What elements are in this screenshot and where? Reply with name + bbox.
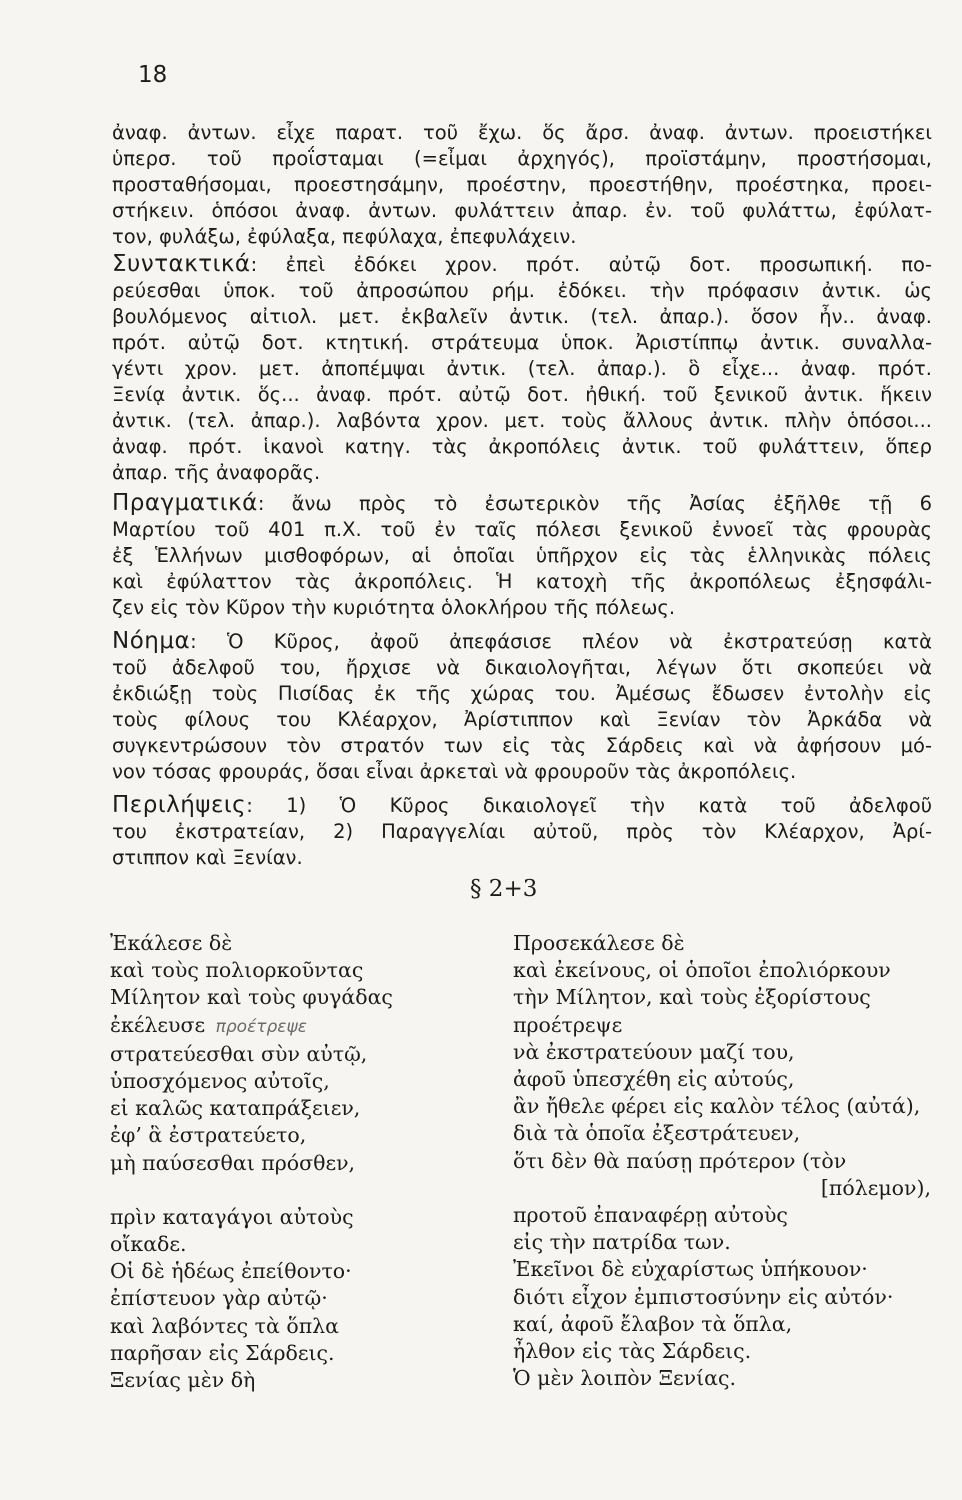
translation-line: διότι εἶχον ἐμπιστοσύνην εἰς αὐτόν·	[513, 1284, 894, 1309]
syntax-line: γέντι χρον. μετ. ἀποπέμψαι ἀντικ. (τελ. ἀπαρ.). ὃ εἶχε... ἀναφ. πρότ.	[112, 357, 932, 380]
translation-line: [πόλεμον),	[820, 1175, 931, 1200]
original-line: μὴ παύσεσθαι πρόσθεν,	[110, 1150, 356, 1175]
summary-heading: Περιλήψεις	[112, 792, 247, 818]
syntax-line: ρεύεσθαι ὑποκ. τοῦ ἀπροσώπου ρήμ. ἐδόκει. τὴν πρόφασιν ἀντικ. ὡς	[112, 279, 932, 302]
facts-section: Πραγματικά: ἄνω πρὸς τὸ ἐσωτερικὸν τῆς Ἀσίας ἐξῆλθε τῇ 6 Μαρτίου τοῦ 401 π.Χ. τοῦ ἐν ταῖς πόλεσι ξενικοῦ ἐννοεῖ τὰς φρουρὰς ἐξ Ἑλλήνων μισθοφόρων, αἱ ὁποῖαι ὑπῆρχον εἰς τὰς ἑλληνικὰς πόλεις καὶ ἐφύλαττον τὰς ἀκροπόλεις. Ἡ κατοχὴ τῆς ἀκροπόλεως ἐξησφάλι- ζεν εἰς τὸν Κῦρον τὴν κυριότητα ὁλοκλήρου τῆς πόλεως.	[112, 490, 932, 619]
original-line: πρὶν καταγάγοι αὐτοὺς	[110, 1204, 354, 1229]
page-number: 18	[138, 62, 168, 88]
original-line: στρατεύεσθαι σὺν αὐτῷ,	[110, 1041, 368, 1066]
syntax-line: ἀντικ. (τελ. ἀπαρ.). λαβόντα χρον. μετ. τοὺς ἄλλους ἀντικ. πλὴν ὁπόσοι...	[112, 409, 932, 432]
facts-heading: Πραγματικά	[112, 490, 258, 516]
summary-line: στιππον καὶ Ξενίαν.	[112, 846, 303, 869]
summary-section: Περιλήψεις: 1) Ὁ Κῦρος δικαιολογεῖ τὴν κατὰ τοῦ ἀδελφοῦ του ἐκστρατείαν, 2) Παραγγελίαι αὐτοῦ, πρὸς τὸν Κλέαρχον, Ἀρί- στιππον καὶ Ξενίαν.	[112, 792, 932, 869]
facts-line: ζεν εἰς τὸν Κῦρον τὴν κυριότητα ὁλοκλήρου τῆς πόλεως.	[112, 596, 676, 619]
section-mark: § 2+3	[470, 876, 538, 902]
translation-column	[513, 930, 933, 1392]
summary-line: του ἐκστρατείαν, 2) Παραγγελίαι αὐτοῦ, πρὸς τὸν Κλέαρχον, Ἀρί-	[112, 820, 932, 843]
translation-line: καί, ἀφοῦ ἔλαβον τὰ ὅπλα,	[513, 1311, 793, 1336]
meaning-heading: Νόημα	[112, 628, 191, 654]
grammar-line: προσταθήσομαι, προεστησάμην, προέστην, προεστήθην, προέστηκα, προει-	[112, 173, 932, 196]
translation-line: ὅτι δὲν θὰ παύσῃ πρότερον (τὸν	[513, 1148, 847, 1173]
translation-line: Ἐκεῖνοι δὲ εὐχαρίστως ὑπήκουον·	[513, 1257, 868, 1282]
grammar-line: στήκειν. ὁπόσοι ἀναφ. ἀντων. φυλάττειν ἀπαρ. ἐν. τοῦ φυλάττω, ἐφύλατ-	[112, 199, 932, 222]
meaning-line: τοὺς φίλους του Κλέαρχον, Ἀρίστιππον καὶ Ξενίαν τὸν Ἀρκάδα νὰ	[112, 708, 932, 731]
translation-line: ἀφοῦ ὑπεσχέθη εἰς αὐτούς,	[513, 1067, 795, 1092]
original-line: παρῆσαν εἰς Σάρδεις.	[110, 1340, 335, 1365]
original-text-column	[110, 930, 490, 1394]
syntax-line: πρότ. αὐτῷ δοτ. κτητική. στράτευμα ὑποκ. Ἀριστίππῳ ἀντικ. συναλλα-	[112, 331, 932, 354]
meaning-line: ἐκδιώξῃ τοὺς Πισίδας ἐκ τῆς χώρας του. Ἀμέσως ἔδωσεν ἐντολὴν εἰς	[112, 682, 932, 705]
syntax-section: Συντακτικά: ἐπεὶ ἐδόκει χρον. πρότ. αὐτῷ δοτ. προσωπική. πο- ρεύεσθαι ὑποκ. τοῦ ἀπροσώπου ρήμ. ἐδόκει. τὴν πρόφασιν ἀντικ. ὡς βουλόμενος αἰτιολ. μετ. ἐκβαλεῖν ἀντικ. (τελ. ἀπαρ.). ὅσον ἦν.. ἀναφ. πρότ. αὐτῷ δοτ. κτητική. στράτευμα ὑποκ. Ἀριστίππῳ ἀντικ. συναλλα- γέντι χρον. μετ. ἀποπέμψαι ἀντικ. (τελ. ἀπαρ.). ὃ εἶχε... ἀναφ. πρότ. Ξενίᾳ ἀντικ. ὅς... ἀναφ. πρότ. αὐτῷ δοτ. ἠθική. τοῦ ξενικοῦ ἀντικ. ἥκειν ἀντικ. (τελ. ἀπαρ.). λαβόντα χρον. μετ. τοὺς ἄλλους ἀντικ. πλὴν ὁπόσοι... ἀναφ. πρότ. ἱκανοὶ κατηγ. τὰς ἀκροπόλεις ἀντικ. τοῦ φυλάττειν, ὅπερ ἀπαρ. τῆς ἀναφορᾶς.	[112, 251, 932, 484]
meaning-line: τοῦ ἀδελφοῦ του, ἤρχισε νὰ δικαιολογῆται, λέγων ὅτι σκοπεύει νὰ	[112, 656, 932, 679]
facts-line: ἐξ Ἑλλήνων μισθοφόρων, αἱ ὁποῖαι ὑπῆρχον εἰς τὰς ἑλληνικὰς πόλεις	[112, 544, 932, 567]
original-line: ἐκέλευσε προέτρεψε	[110, 1012, 307, 1037]
translation-line: Ὁ μὲν λοιπὸν Ξενίας.	[513, 1366, 736, 1391]
original-line: Ξενίας μὲν δὴ	[110, 1368, 256, 1393]
facts-line: Μαρτίου τοῦ 401 π.Χ. τοῦ ἐν ταῖς πόλεσι ξενικοῦ ἐννοεῖ τὰς φρουρὰς	[112, 518, 932, 541]
syntax-line: ἀπαρ. τῆς ἀναφορᾶς.	[112, 461, 321, 484]
translation-line: τὴν Μίλητον, καὶ τοὺς ἐξορίστους	[513, 985, 871, 1010]
facts-line: καὶ ἐφύλαττον τὰς ἀκροπόλεις. Ἡ κατοχὴ τῆς ἀκροπόλεως ἐξησφάλι-	[112, 570, 932, 593]
original-line: Μίλητον καὶ τοὺς φυγάδας	[110, 985, 393, 1010]
syntax-line: ἐπεὶ ἐδόκει χρον. πρότ. αὐτῷ δοτ. προσωπική. πο-	[285, 253, 932, 276]
syntax-line: Ξενίᾳ ἀντικ. ὅς... ἀναφ. πρότ. αὐτῷ δοτ. ἠθική. τοῦ ξενικοῦ ἀντικ. ἥκειν	[112, 383, 932, 406]
grammar-line: τον, φυλάξω, ἐφύλαξα, πεφύλαχα, ἐπεφυλάχειν.	[112, 225, 577, 248]
original-line: ἐπίστευον γὰρ αὐτῷ·	[110, 1286, 328, 1311]
meaning-section: Νόημα: Ὁ Κῦρος, ἀφοῦ ἀπεφάσισε πλέον νὰ ἐκστρατεύσῃ κατὰ τοῦ ἀδελφοῦ του, ἤρχισε νὰ δικαιολογῆται, λέγων ὅτι σκοπεύει νὰ ἐκδιώξῃ τοὺς Πισίδας ἐκ τῆς χώρας του. Ἀμέσως ἔδωσεν ἐντολὴν εἰς τοὺς φίλους του Κλέαρχον, Ἀρίστιππον καὶ Ξενίαν τὸν Ἀρκάδα νὰ συγκεντρώσουν τὸν στρατόν των εἰς τὰς Σάρδεις καὶ νὰ ἀφήσουν μό- νον τόσας φρουράς, ὅσαι εἶναι ἀρκεταὶ νὰ φρουροῦν τὰς ἀκροπόλεις.	[112, 628, 932, 783]
translation-line: προέτρεψε	[513, 1012, 623, 1037]
syntax-line: ἀναφ. πρότ. ἱκανοὶ κατηγ. τὰς ἀκροπόλεις ἀντικ. τοῦ φυλάττειν, ὅπερ	[112, 435, 932, 458]
translation-line: διὰ τὰ ὁποῖα ἐξεστράτευεν,	[513, 1121, 801, 1146]
original-line: εἰ καλῶς καταπράξειεν,	[110, 1096, 361, 1121]
translation-line: εἰς τὴν πατρίδα των.	[513, 1230, 731, 1255]
original-line: οἴκαδε.	[110, 1232, 187, 1257]
handwritten-note: προέτρεψε	[215, 1016, 307, 1037]
translation-line: καὶ ἐκείνους, οἱ ὁποῖοι ἐπολιόρκουν	[513, 958, 891, 983]
original-line: ἐφ’ ἃ ἐστρατεύετο,	[110, 1123, 307, 1148]
translation-line: ἂν ἤθελε φέρει εἰς καλὸν τέλος (αὐτά),	[513, 1094, 921, 1119]
summary-line: 1) Ὁ Κῦρος δικαιολογεῖ τὴν κατὰ τοῦ ἀδελφοῦ	[286, 794, 932, 817]
syntax-line: βουλόμενος αἰτιολ. μετ. ἐκβαλεῖν ἀντικ. (τελ. ἀπαρ.). ὅσον ἦν.. ἀναφ.	[112, 305, 932, 328]
translation-line: ἦλθον εἰς τὰς Σάρδεις.	[513, 1339, 752, 1364]
original-line: καὶ τοὺς πολιορκοῦντας	[110, 958, 364, 983]
meaning-line: Ὁ Κῦρος, ἀφοῦ ἀπεφάσισε πλέον νὰ ἐκστρατεύσῃ κατὰ	[227, 630, 932, 653]
original-line: καὶ λαβόντες τὰ ὅπλα	[110, 1313, 340, 1338]
translation-line: Προσεκάλεσε δὲ	[513, 931, 685, 955]
meaning-line: συγκεντρώσουν τὸν στρατόν των εἰς τὰς Σάρδεις καὶ νὰ ἀφήσουν μό-	[112, 734, 932, 757]
translation-line: νὰ ἐκστρατεύουν μαζί του,	[513, 1039, 795, 1064]
facts-line: ἄνω πρὸς τὸ ἐσωτερικὸν τῆς Ἀσίας ἐξῆλθε τῇ 6	[291, 492, 932, 515]
grammar-line: ὑπερσ. τοῦ προΐσταμαι (=εἶμαι ἀρχηγός), προϊστάμην, προστήσομαι,	[112, 147, 932, 170]
grammar-notes	[112, 120, 932, 250]
original-line: ὑποσχόμενος αὐτοῖς,	[110, 1069, 330, 1094]
meaning-line: νον τόσας φρουράς, ὅσαι εἶναι ἀρκεταὶ νὰ φρουροῦν τὰς ἀκροπόλεις.	[112, 760, 797, 783]
original-line: Ἐκάλεσε δὲ	[110, 931, 233, 955]
grammar-line: ἀναφ. ἀντων. εἶχε παρατ. τοῦ ἔχω. ὅς ἄρσ. ἀναφ. ἀντων. προειστήκει	[112, 121, 932, 144]
original-line: Οἱ δὲ ἡδέως ἐπείθοντο·	[110, 1259, 352, 1284]
translation-line: προτοῦ ἐπαναφέρῃ αὐτοὺς	[513, 1203, 788, 1228]
syntax-heading: Συντακτικά	[112, 251, 251, 277]
